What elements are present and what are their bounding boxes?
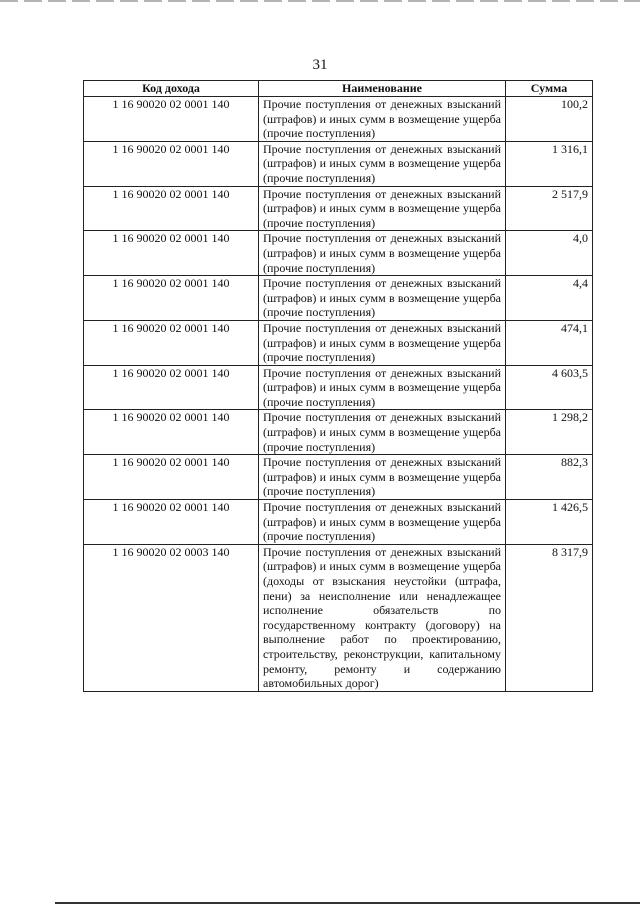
income-amount: 1 298,2 [506, 410, 593, 455]
income-amount: 4,0 [506, 231, 593, 276]
income-name: Прочие поступления от денежных взысканий (штрафов) и иных сумм в возмещение ущерба (прочие поступления) [259, 455, 506, 500]
table-row [84, 276, 593, 321]
income-code: 1 16 90020 02 0001 140 [84, 276, 259, 321]
income-amount: 8 317,9 [506, 544, 593, 691]
income-amount: 1 426,5 [506, 500, 593, 545]
income-name: Прочие поступления от денежных взысканий (штрафов) и иных сумм в возмещение ущерба (прочие поступления) [259, 97, 506, 142]
scan-bottom-edge [55, 902, 640, 904]
income-name: Прочие поступления от денежных взысканий (штрафов) и иных сумм в возмещение ущерба (прочие поступления) [259, 141, 506, 186]
income-amount: 474,1 [506, 320, 593, 365]
income-amount: 1 316,1 [506, 141, 593, 186]
header-amount: Сумма [506, 81, 593, 97]
income-code: 1 16 90020 02 0001 140 [84, 365, 259, 410]
income-name: Прочие поступления от денежных взысканий (штрафов) и иных сумм в возмещение ущерба (прочие поступления) [259, 410, 506, 455]
income-amount: 4,4 [506, 276, 593, 321]
table-row [84, 455, 593, 500]
header-name: Наименование [259, 81, 506, 97]
income-name: Прочие поступления от денежных взысканий (штрафов) и иных сумм в возмещение ущерба (прочие поступления) [259, 276, 506, 321]
income-code: 1 16 90020 02 0001 140 [84, 141, 259, 186]
table-row [84, 365, 593, 410]
income-code: 1 16 90020 02 0001 140 [84, 97, 259, 142]
income-amount: 100,2 [506, 97, 593, 142]
table-row [84, 97, 593, 142]
header-code: Код дохода [84, 81, 259, 97]
table-header-row [84, 81, 593, 97]
page-number: 31 [312, 57, 328, 73]
income-amount: 882,3 [506, 455, 593, 500]
income-amount: 4 603,5 [506, 365, 593, 410]
income-amount: 2 517,9 [506, 186, 593, 231]
income-name: Прочие поступления от денежных взысканий (штрафов) и иных сумм в возмещение ущерба (доходы от взыскания неустойки (штрафа, пени) за неисполнение или ненадлежащее исполнение обязательств по государственному контракту (договору) на выполнение работ по проектированию, строительству, реконструкции, капитальному ремонту, ремонту и содержанию автомобильных дорог) [259, 544, 506, 691]
income-code: 1 16 90020 02 0001 140 [84, 455, 259, 500]
income-name: Прочие поступления от денежных взысканий (штрафов) и иных сумм в возмещение ущерба (прочие поступления) [259, 320, 506, 365]
income-code: 1 16 90020 02 0001 140 [84, 410, 259, 455]
income-name: Прочие поступления от денежных взысканий (штрафов) и иных сумм в возмещение ущерба (прочие поступления) [259, 186, 506, 231]
income-code: 1 16 90020 02 0001 140 [84, 500, 259, 545]
scan-top-edge [0, 0, 640, 2]
income-code: 1 16 90020 02 0001 140 [84, 320, 259, 365]
table-row [84, 231, 593, 276]
income-code: 1 16 90020 02 0001 140 [84, 186, 259, 231]
table-row [84, 410, 593, 455]
income-code: 1 16 90020 02 0001 140 [84, 231, 259, 276]
income-name: Прочие поступления от денежных взысканий (штрафов) и иных сумм в возмещение ущерба (прочие поступления) [259, 365, 506, 410]
income-name: Прочие поступления от денежных взысканий (штрафов) и иных сумм в возмещение ущерба (прочие поступления) [259, 500, 506, 545]
revenue-table [83, 80, 593, 692]
table-row [84, 141, 593, 186]
table-row [84, 544, 593, 691]
table-row [84, 500, 593, 545]
table-row [84, 320, 593, 365]
income-name: Прочие поступления от денежных взысканий (штрафов) и иных сумм в возмещение ущерба (прочие поступления) [259, 231, 506, 276]
table-row [84, 186, 593, 231]
income-code: 1 16 90020 02 0003 140 [84, 544, 259, 691]
